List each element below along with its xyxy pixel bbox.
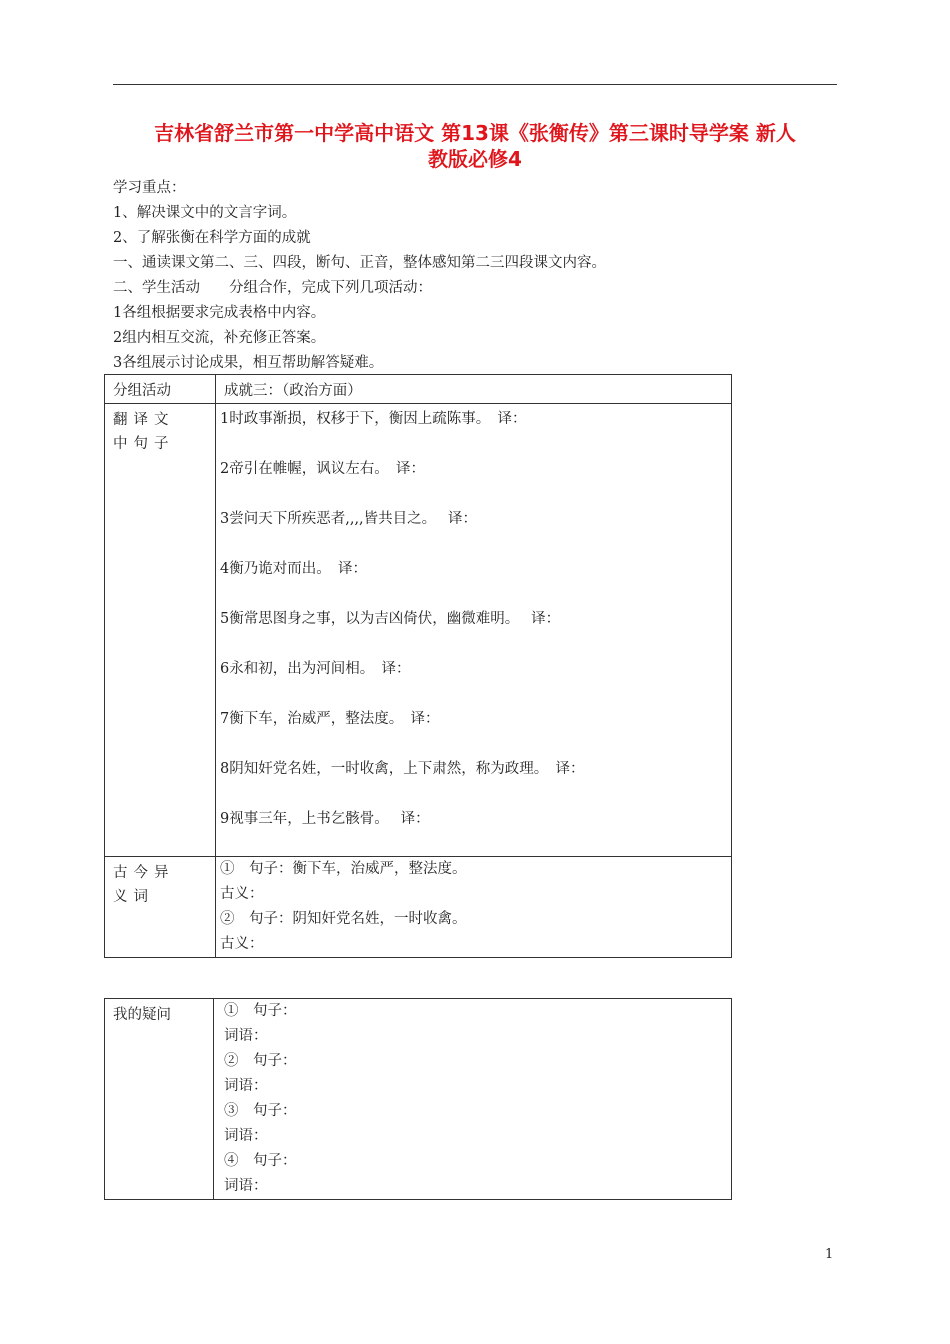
sentence-4: 4衡乃诡对而出。 译：	[220, 561, 367, 577]
title-line-2: 教版必修4	[428, 147, 522, 171]
activity-2: 2组内相互交流，补充修正答案。	[113, 330, 326, 346]
sentence-6: 6永和初，出为河间相。 译：	[220, 661, 411, 677]
my-questions-table	[104, 998, 732, 1200]
question-line-2: 词语：	[224, 1028, 268, 1044]
question-line-4: 词语：	[224, 1078, 268, 1094]
sentence-3: 3尝问天下所疾恶者,,,,皆共目之。 译：	[220, 511, 478, 527]
question-line-6: 词语：	[224, 1128, 268, 1144]
sentence-8: 8阴知奸党名姓，一时收禽，上下肃然，称为政理。 译：	[220, 761, 585, 777]
title-line-1: 吉林省舒兰市第一中学高中语文 第13课《张衡传》第三课时导学案 新人	[154, 121, 796, 145]
goal-1: 1、解决课文中的文言字词。	[113, 205, 297, 221]
activity-3: 3各组展示讨论成果，相互帮助解答疑难。	[113, 355, 384, 371]
document-title	[113, 120, 837, 172]
sentence-7: 7衡下车，治威严，整法度。 译：	[220, 711, 440, 727]
question-line-3: ② 句子：	[224, 1053, 297, 1069]
activity-1: 1各组根据要求完成表格中内容。	[113, 305, 326, 321]
gujin-line-4: 古义：	[220, 936, 264, 952]
table-head-right	[216, 375, 732, 404]
translate-label: 翻译文中句子	[113, 412, 175, 452]
page-number: 1	[825, 1247, 834, 1262]
gujin-line-3: ② 句子：阴知奸党名姓，一时收禽。	[220, 911, 467, 927]
head-right-text: 成就三：（政治方面）	[224, 383, 362, 399]
study-focus-heading: 学习重点：	[113, 180, 186, 196]
head-left-text: 分组活动	[113, 383, 171, 399]
question-line-7: ④ 句子：	[224, 1153, 297, 1169]
gujin-label-cell	[105, 857, 216, 958]
translate-sentences-cell	[216, 404, 732, 857]
gujin-line-1: ① 句子：衡下车，治威严，整法度。	[220, 861, 467, 877]
sentence-1: 1时政事渐损，权移于下，衡因上疏陈事。 译：	[220, 411, 527, 427]
gujin-cell	[216, 857, 732, 958]
table-head-left	[105, 375, 216, 404]
gujin-line-2: 古义：	[220, 886, 264, 902]
sentence-9: 9视事三年，上书乞骸骨。 译：	[220, 811, 430, 827]
translate-label-cell	[105, 404, 216, 857]
question-line-5: ③ 句子：	[224, 1103, 297, 1119]
questions-label-cell	[105, 999, 214, 1200]
questions-label: 我的疑问	[113, 1007, 171, 1023]
step-2: 二、学生活动 分组合作，完成下列几项活动：	[113, 280, 432, 296]
group-activity-table	[104, 374, 732, 958]
sentence-2: 2帝引在帷幄，讽议左右。 译：	[220, 461, 425, 477]
header-rule	[113, 84, 837, 85]
gujin-label: 古今异义词	[113, 865, 175, 905]
question-line-1: ① 句子：	[224, 1003, 297, 1019]
step-1: 一、通读课文第二、三、四段，断句、正音，整体感知第二三四段课文内容。	[113, 255, 606, 271]
sentence-5: 5衡常思图身之事，以为吉凶倚伏，幽微难明。 译：	[220, 611, 561, 627]
goal-2: 2、了解张衡在科学方面的成就	[113, 230, 311, 246]
question-line-8: 词语：	[224, 1178, 268, 1194]
questions-cell	[214, 999, 732, 1200]
